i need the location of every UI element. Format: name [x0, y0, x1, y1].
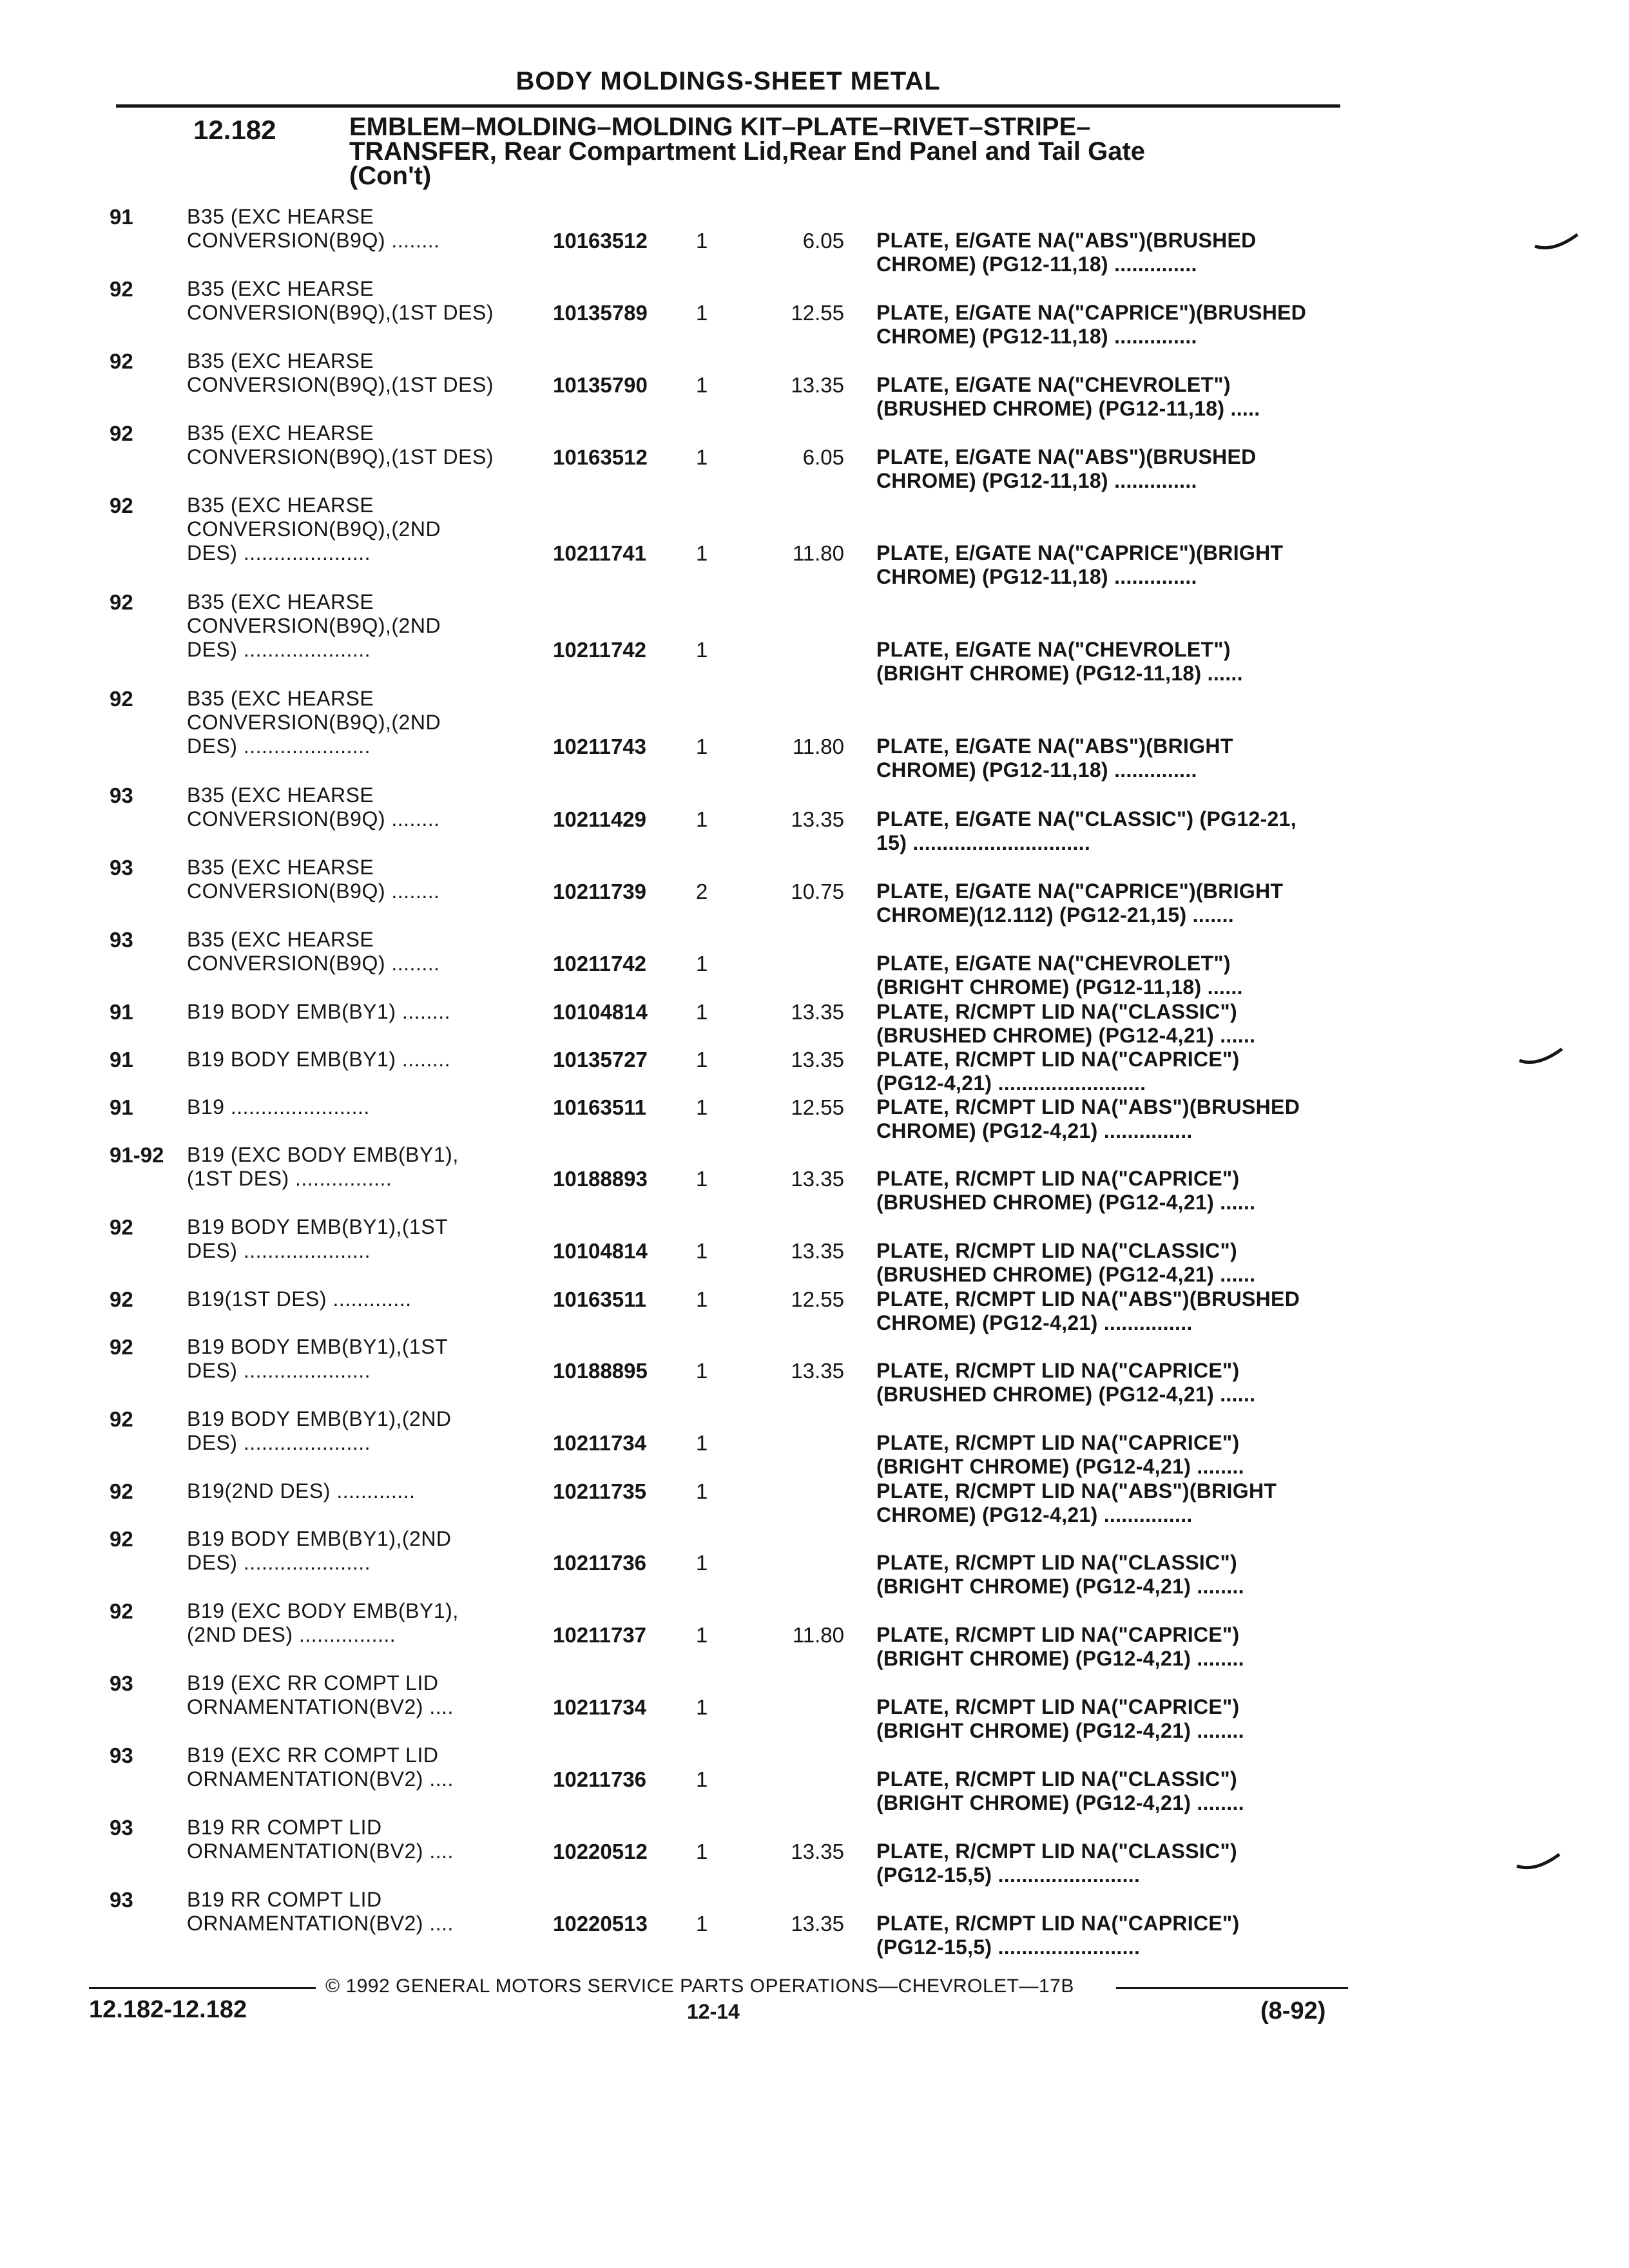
usage-description: B19 BODY EMB(BY1),(1ST DES) .....................: [187, 1215, 448, 1262]
usage-description: B35 (EXC HEARSE CONVERSION(B9Q),(2ND DES) .....................: [187, 494, 441, 564]
table-row: [0, 1816, 1629, 1887]
footer-section-range: 12.182-12.182: [89, 1996, 247, 2023]
part-description: PLATE, R/CMPT LID NA("CLASSIC") (BRIGHT CHROME) (PG12-4,21) ........: [876, 1767, 1244, 1814]
table-row: [0, 494, 1629, 588]
quantity: 1: [696, 735, 708, 758]
table-row: [0, 1407, 1629, 1478]
part-number: 10135790: [553, 373, 648, 397]
part-number: 10211736: [553, 1551, 647, 1575]
quantity: 1: [696, 1287, 708, 1311]
usage-description: B19 RR COMPT LID ORNAMENTATION(BV2) ....: [187, 1888, 454, 1935]
footer-rule-left: [89, 1987, 316, 1989]
part-number: 10211429: [553, 807, 647, 831]
usage-description: B19 BODY EMB(BY1),(2ND DES) .....................: [187, 1527, 452, 1574]
reference-number: 92: [110, 590, 133, 614]
usage-description: B35 (EXC HEARSE CONVERSION(B9Q) ........: [187, 928, 440, 975]
part-description: PLATE, E/GATE NA("ABS")(BRIGHT CHROME) (PG12-11,18) ..............: [876, 735, 1233, 782]
usage-description: B19 RR COMPT LID ORNAMENTATION(BV2) ....: [187, 1816, 454, 1863]
part-description: PLATE, R/CMPT LID NA("CAPRICE") (BRIGHT CHROME) (PG12-4,21) ........: [876, 1431, 1244, 1478]
table-row: [0, 277, 1629, 348]
usage-description: B35 (EXC HEARSE CONVERSION(B9Q),(2ND DES) .....................: [187, 687, 441, 758]
quantity: 1: [696, 541, 708, 565]
usage-description: B35 (EXC HEARSE CONVERSION(B9Q),(1ST DES): [187, 277, 494, 324]
table-row: [0, 1335, 1629, 1406]
part-number: 10211737: [553, 1623, 647, 1647]
reference-number: 93: [110, 1816, 133, 1840]
footer-date: (8-92): [1260, 1997, 1326, 2024]
reference-number: 92: [110, 1479, 133, 1503]
reference-number: 92: [110, 1215, 133, 1239]
part-number: 10188893: [553, 1167, 648, 1191]
quantity: 1: [696, 1048, 708, 1072]
usage-description: B19 (EXC RR COMPT LID ORNAMENTATION(BV2) ....: [187, 1671, 454, 1718]
part-number: 10135727: [553, 1048, 648, 1072]
part-number: 10104814: [553, 1239, 648, 1263]
reference-number: 93: [110, 856, 133, 879]
quantity: 1: [696, 1359, 708, 1383]
quantity: 1: [696, 1912, 708, 1936]
quantity: 1: [696, 1695, 708, 1719]
reference-number: 91: [110, 1095, 133, 1119]
footer-copyright: © 1992 GENERAL MOTORS SERVICE PARTS OPERATIONS—CHEVROLET—17B: [325, 1975, 1074, 1997]
price: 13.35: [791, 1359, 844, 1383]
part-description: PLATE, E/GATE NA("CAPRICE")(BRIGHT CHROME)(12.112) (PG12-21,15) .......: [876, 879, 1284, 927]
part-description: PLATE, R/CMPT LID NA("CAPRICE") (BRIGHT CHROME) (PG12-4,21) ........: [876, 1623, 1244, 1670]
usage-description: B35 (EXC HEARSE CONVERSION(B9Q) ........: [187, 783, 440, 831]
price: 12.55: [791, 1095, 844, 1119]
part-description: PLATE, R/CMPT LID NA("CLASSIC") (PG12-15,5) ........................: [876, 1840, 1237, 1887]
quantity: 1: [696, 1551, 708, 1575]
part-description: PLATE, E/GATE NA("CAPRICE")(BRIGHT CHROME) (PG12-11,18) ..............: [876, 541, 1284, 588]
part-number: 10188895: [553, 1359, 648, 1383]
price: 13.35: [791, 373, 844, 397]
part-description: PLATE, R/CMPT LID NA("ABS")(BRUSHED CHROME) (PG12-4,21) ...............: [876, 1287, 1300, 1334]
part-description: PLATE, E/GATE NA("CHEVROLET") (BRIGHT CHROME) (PG12-11,18) ......: [876, 638, 1243, 685]
usage-description: B19 BODY EMB(BY1),(2ND DES) .....................: [187, 1407, 452, 1454]
page-title: BODY MOLDINGS-SHEET METAL: [516, 67, 941, 95]
reference-number: 92: [110, 494, 133, 517]
part-number: 10220513: [553, 1912, 648, 1936]
part-number: 10220512: [553, 1840, 648, 1863]
reference-number: 92: [110, 277, 133, 301]
price: 11.80: [792, 1623, 844, 1647]
part-description: PLATE, R/CMPT LID NA("ABS")(BRIGHT CHROME) (PG12-4,21) ...............: [876, 1479, 1277, 1526]
quantity: 2: [696, 879, 708, 903]
reference-number: 92: [110, 1599, 133, 1623]
part-description: PLATE, R/CMPT LID NA("CAPRICE") (BRUSHED CHROME) (PG12-4,21) ......: [876, 1359, 1256, 1406]
part-number: 10211735: [553, 1479, 647, 1503]
table-row: [0, 590, 1629, 685]
quantity: 1: [696, 1623, 708, 1647]
usage-description: B19 .......................: [187, 1095, 370, 1119]
reference-number: 93: [110, 1744, 133, 1767]
section-title: EMBLEM–MOLDING–MOLDING KIT–PLATE–RIVET–STRIPE– TRANSFER, Rear Compartment Lid,Rear End Panel and Tail Gate (Con't): [349, 113, 1146, 190]
usage-description: B19 (EXC BODY EMB(BY1), (1ST DES) ................: [187, 1143, 459, 1190]
reference-number: 92: [110, 1287, 133, 1311]
part-number: 10211734: [553, 1431, 647, 1455]
part-number: 10135789: [553, 301, 648, 325]
price: 12.55: [791, 301, 844, 325]
part-number: 10163511: [553, 1287, 647, 1311]
part-description: PLATE, R/CMPT LID NA("CAPRICE") (BRUSHED CHROME) (PG12-4,21) ......: [876, 1167, 1256, 1214]
usage-description: B19 BODY EMB(BY1) ........: [187, 1048, 450, 1071]
table-row: [0, 687, 1629, 782]
quantity: 1: [696, 445, 708, 469]
reference-number: 93: [110, 1671, 133, 1695]
reference-number: 92: [110, 687, 133, 711]
reference-number: 91-92: [110, 1143, 164, 1167]
footer-rule-right: [1116, 1987, 1348, 1989]
usage-description: B19 (EXC BODY EMB(BY1), (2ND DES) ................: [187, 1599, 459, 1646]
part-number: 10163511: [553, 1095, 647, 1119]
part-description: PLATE, R/CMPT LID NA("CAPRICE") (PG12-4,21) .........................: [876, 1048, 1240, 1095]
usage-description: B35 (EXC HEARSE CONVERSION(B9Q) ........: [187, 205, 440, 252]
part-number: 10211741: [553, 541, 647, 565]
table-row: [0, 421, 1629, 492]
table-row: [0, 856, 1629, 927]
check-mark-icon: [1518, 1048, 1563, 1067]
usage-description: B35 (EXC HEARSE CONVERSION(B9Q) ........: [187, 856, 440, 903]
part-description: PLATE, E/GATE NA("CAPRICE")(BRUSHED CHROME) (PG12-11,18) ..............: [876, 301, 1307, 348]
reference-number: 92: [110, 421, 133, 445]
price: 11.80: [792, 541, 844, 565]
table-row: [0, 205, 1629, 276]
part-description: PLATE, E/GATE NA("ABS")(BRUSHED CHROME) (PG12-11,18) ..............: [876, 445, 1257, 492]
part-number: 10163512: [553, 229, 648, 253]
quantity: 1: [696, 1479, 708, 1503]
quantity: 1: [696, 1000, 708, 1024]
quantity: 1: [696, 1767, 708, 1791]
usage-description: B19(2ND DES) .............: [187, 1479, 416, 1503]
table-row: [0, 349, 1629, 420]
part-number: 10211742: [553, 638, 647, 662]
section-number: 12.182: [193, 115, 276, 145]
quantity: 1: [696, 1095, 708, 1119]
usage-description: B19 (EXC RR COMPT LID ORNAMENTATION(BV2) ....: [187, 1744, 454, 1791]
price: 10.75: [791, 879, 844, 903]
table-row: [0, 1143, 1629, 1214]
reference-number: 92: [110, 1527, 133, 1551]
part-number: 10211742: [553, 952, 647, 975]
check-mark-icon: [1516, 1853, 1561, 1872]
table-row: [0, 1888, 1629, 1959]
part-number: 10211734: [553, 1695, 647, 1719]
reference-number: 91: [110, 205, 133, 229]
reference-number: 93: [110, 1888, 133, 1912]
table-row: [0, 1599, 1629, 1670]
check-mark-icon: [1534, 233, 1579, 253]
reference-number: 92: [110, 349, 133, 373]
usage-description: B19(1ST DES) .............: [187, 1287, 412, 1311]
quantity: 1: [696, 1167, 708, 1191]
part-description: PLATE, E/GATE NA("CLASSIC") (PG12-21, 15) ..............................: [876, 807, 1296, 854]
quantity: 1: [696, 807, 708, 831]
part-description: PLATE, R/CMPT LID NA("CLASSIC") (BRIGHT CHROME) (PG12-4,21) ........: [876, 1551, 1244, 1598]
quantity: 1: [696, 1840, 708, 1863]
price: 13.35: [791, 1239, 844, 1263]
part-description: PLATE, R/CMPT LID NA("CAPRICE") (PG12-15,5) ........................: [876, 1912, 1240, 1959]
table-row: [0, 1671, 1629, 1742]
quantity: 1: [696, 229, 708, 253]
part-description: PLATE, R/CMPT LID NA("ABS")(BRUSHED CHROME) (PG12-4,21) ...............: [876, 1095, 1300, 1142]
quantity: 1: [696, 301, 708, 325]
price: 11.80: [792, 735, 844, 758]
part-description: PLATE, E/GATE NA("ABS")(BRUSHED CHROME) (PG12-11,18) ..............: [876, 229, 1257, 276]
table-row: [0, 783, 1629, 854]
usage-description: B19 BODY EMB(BY1) ........: [187, 1000, 450, 1023]
part-number: 10211743: [553, 735, 647, 758]
part-number: 10211736: [553, 1767, 647, 1791]
table-row: [0, 1744, 1629, 1814]
part-description: PLATE, E/GATE NA("CHEVROLET") (BRIGHT CHROME) (PG12-11,18) ......: [876, 952, 1243, 999]
price: 12.55: [791, 1287, 844, 1311]
reference-number: 93: [110, 783, 133, 807]
quantity: 1: [696, 1431, 708, 1455]
price: 13.35: [791, 1000, 844, 1024]
price: 13.35: [791, 1912, 844, 1936]
usage-description: B35 (EXC HEARSE CONVERSION(B9Q),(1ST DES): [187, 349, 494, 396]
quantity: 1: [696, 1239, 708, 1263]
part-description: PLATE, R/CMPT LID NA("CAPRICE") (BRIGHT CHROME) (PG12-4,21) ........: [876, 1695, 1244, 1742]
part-description: PLATE, E/GATE NA("CHEVROLET") (BRUSHED CHROME) (PG12-11,18) .....: [876, 373, 1260, 420]
price: 13.35: [791, 1167, 844, 1191]
price: 6.05: [802, 229, 844, 253]
price: 6.05: [802, 445, 844, 469]
part-number: 10163512: [553, 445, 648, 469]
table-row: [0, 928, 1629, 999]
reference-number: 92: [110, 1335, 133, 1359]
quantity: 1: [696, 373, 708, 397]
footer-page-number: 12-14: [687, 2000, 740, 2023]
price: 13.35: [791, 1048, 844, 1072]
part-description: PLATE, R/CMPT LID NA("CLASSIC") (BRUSHED CHROME) (PG12-4,21) ......: [876, 1239, 1256, 1286]
usage-description: B35 (EXC HEARSE CONVERSION(B9Q),(1ST DES): [187, 421, 494, 468]
reference-number: 93: [110, 928, 133, 952]
reference-number: 92: [110, 1407, 133, 1431]
table-row: [0, 1527, 1629, 1598]
usage-description: B19 BODY EMB(BY1),(1ST DES) .....................: [187, 1335, 448, 1382]
reference-number: 91: [110, 1048, 133, 1072]
part-number: 10211739: [553, 879, 647, 903]
price: 13.35: [791, 807, 844, 831]
price: 13.35: [791, 1840, 844, 1863]
usage-description: B35 (EXC HEARSE CONVERSION(B9Q),(2ND DES) .....................: [187, 590, 441, 661]
part-description: PLATE, R/CMPT LID NA("CLASSIC") (BRUSHED CHROME) (PG12-4,21) ......: [876, 1000, 1256, 1047]
part-number: 10104814: [553, 1000, 648, 1024]
table-row: [0, 1215, 1629, 1286]
quantity: 1: [696, 952, 708, 975]
quantity: 1: [696, 638, 708, 662]
reference-number: 91: [110, 1000, 133, 1024]
